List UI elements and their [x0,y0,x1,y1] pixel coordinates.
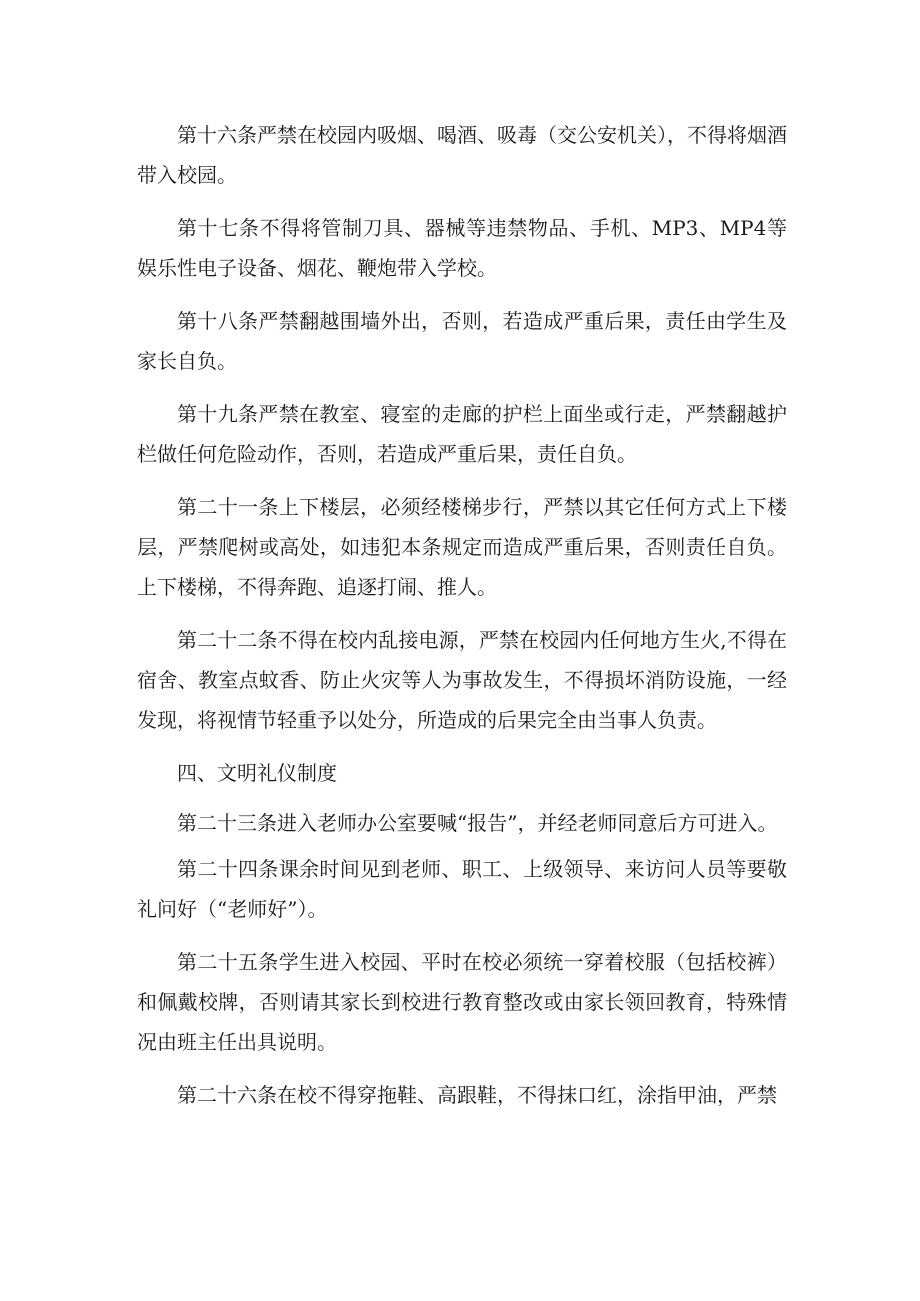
article-23-paragraph: 第二十三条进入老师办公室要喊“报告”，并经老师同意后方可进入。 [177,811,778,835]
article-22-paragraph: 第二十二条不得在校内乱接电源，严禁在校园内任何地方生火,不得在宿舍、教室点蚊香、防止火灾等人为事故发生，不得损坏消防设施，一经发现，将视情节轻重予以处分，所造成的后果完全由当事人负责。 [137,628,787,732]
article-16-paragraph: 第十六条严禁在校园内吸烟、喝酒、吸毒（交公安机关），不得将烟酒带入校园。 [137,123,787,187]
article-19-paragraph: 第十九条严禁在教室、寝室的走廊的护栏上面坐或行走，严禁翻越护栏做任何危险动作，否则，若造成严重后果，责任自负。 [137,402,787,466]
article-18-paragraph: 第十八条严禁翻越围墙外出，否则，若造成严重后果，责任由学生及家长自负。 [137,309,787,373]
article-24-paragraph: 第二十四条课余时间见到老师、职工、上级领导、来访问人员等要敬礼问好（“老师好”）。 [137,857,787,921]
article-25-paragraph: 第二十五条学生进入校园、平时在校必须统一穿着校服（包括校裤）和佩戴校牌，否则请其家长到校进行教育整改或由家长领回教育，特殊情况由班主任出具说明。 [137,950,787,1054]
article-17-paragraph: 第十七条不得将管制刀具、器械等违禁物品、手机、MP3、MP4等娱乐性电子设备、烟花、鞭炮带入学校。 [137,216,787,280]
article-21-paragraph: 第二十一条上下楼层，必须经楼梯步行，严禁以其它任何方式上下楼层，严禁爬树或高处，如违犯本条规定而造成严重后果，否则责任自负。上下楼梯，不得奔跑、追逐打闹、推人。 [137,495,787,599]
section-heading-etiquette: 四、文明礼仪制度 [177,761,337,785]
document-body [137,115,787,1128]
article-26-paragraph: 第二十六条在校不得穿拖鞋、高跟鞋，不得抹口红，涂指甲油，严禁 [177,1083,777,1107]
